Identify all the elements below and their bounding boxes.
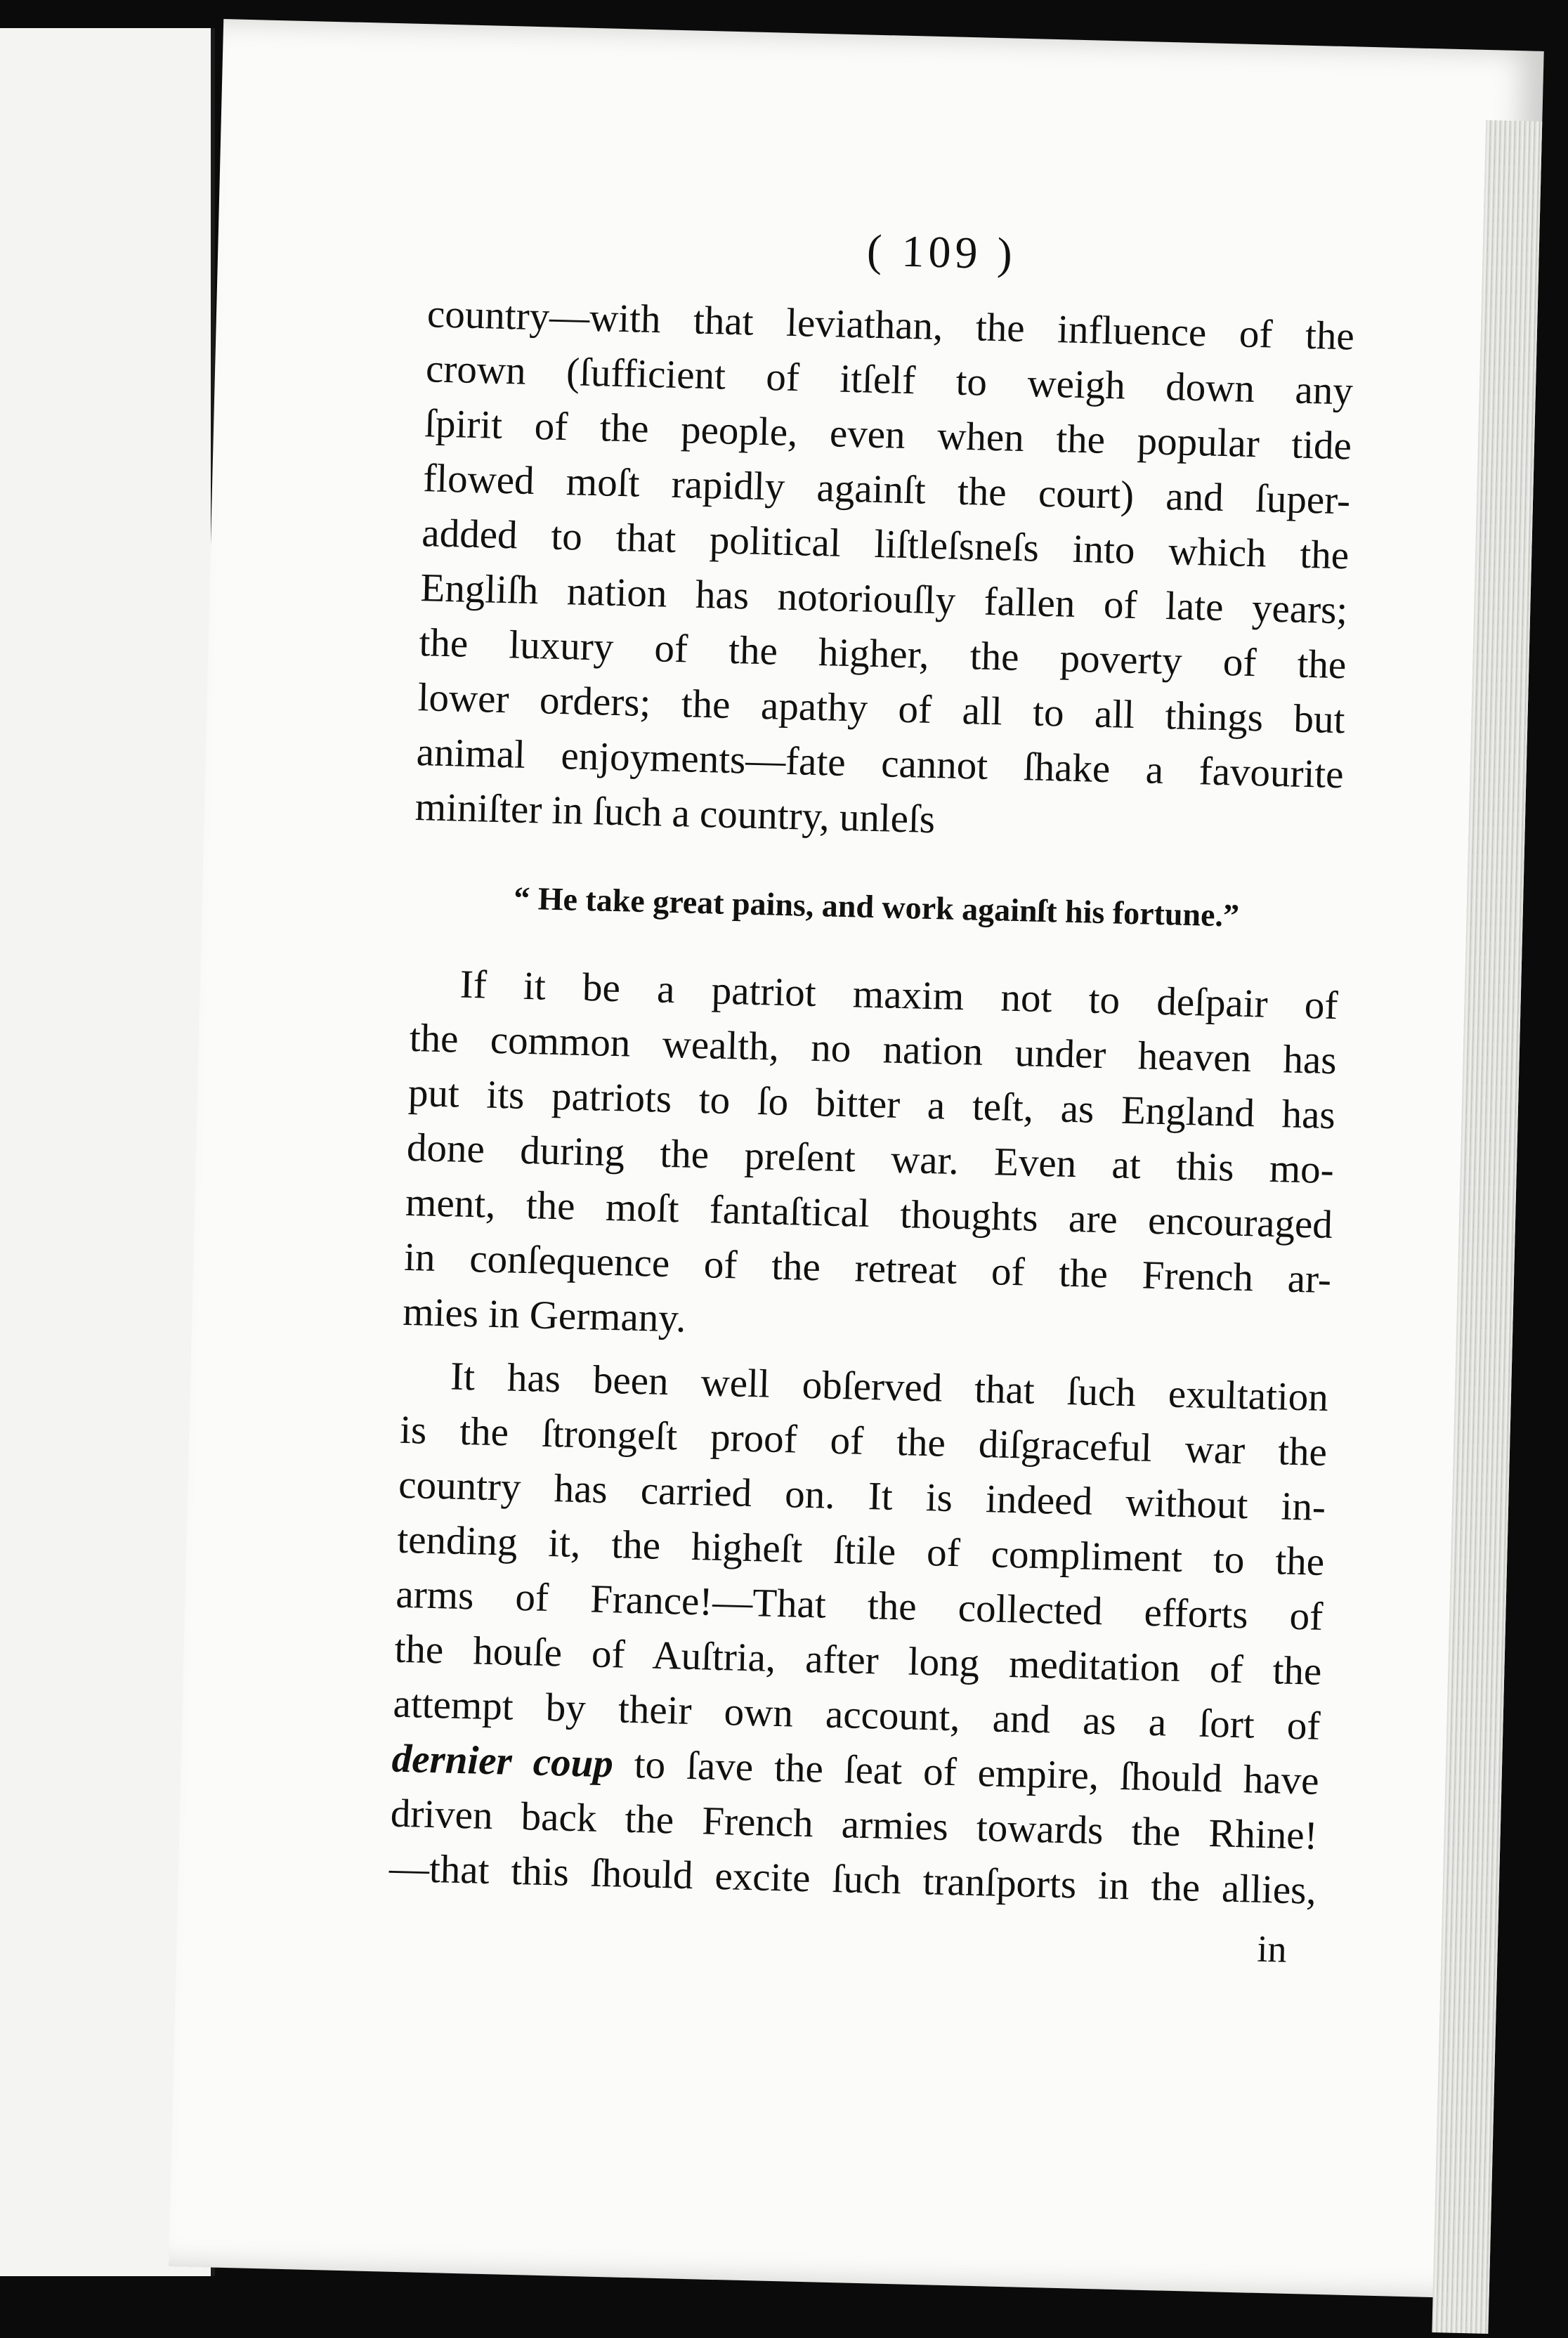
text-line: It has been well obſerved that ſuch exultation (450, 1354, 1329, 1421)
text-line-rest: to ſave the ſeat of empire, ſhould have (613, 1742, 1320, 1803)
block-quote: “ He take great pains, and work againſt his fortune.” (513, 880, 1240, 934)
text-line: tending it, the higheſt ſtile of compliment to the (396, 1517, 1325, 1584)
paragraph-patriot-maxim (402, 956, 1338, 1362)
italic-phrase: dernier coup (391, 1736, 614, 1787)
text-line: mies in Germany. (402, 1289, 687, 1341)
text-line: —that this ſhould excite ſuch tranſports in the allies, (388, 1846, 1317, 1913)
text-line: ſpirit of the people, even when the popular tide (424, 401, 1352, 469)
text-line: lower orders; the apathy of all to all things but (417, 675, 1346, 743)
text-line: put its patriots to ſo bitter a teſt, as England has (407, 1070, 1336, 1138)
book-page (169, 19, 1544, 2299)
text-line: country—with that leviathan, the influence of the (426, 292, 1355, 359)
text-line: attempt by their own account, and as a ſort of (392, 1681, 1321, 1749)
paragraph-exultation (388, 1348, 1329, 1919)
text-line: the luxury of the higher, the poverty of the (418, 620, 1347, 688)
page-stack-edge (1432, 120, 1542, 2334)
text-line: added to that political liſtleſsneſs into which the (421, 511, 1350, 578)
text-line: Engliſh nation has notoriouſly fallen of late years; (419, 566, 1348, 633)
text-line: If it be a patriot maxim not to deſpair of (459, 962, 1339, 1028)
text-line: ment, the moſt fantaſtical thoughts are encouraged (405, 1180, 1333, 1248)
text-line: done during the preſent war. Even at this mo- (406, 1125, 1335, 1193)
text-line: the common wealth, no nation under heaven has (409, 1015, 1338, 1083)
text-line: miniſter in ſuch a country, unleſs (414, 785, 936, 842)
text-line: the houſe of Auſtria, after long meditation of the (393, 1626, 1323, 1694)
text-line: flowed moſt rapidly againſt the court) and ſuper- (422, 456, 1351, 523)
text-line: arms of France!—That the collected efforts of (395, 1572, 1324, 1639)
text-line: country has carried on. It is indeed without in- (398, 1462, 1326, 1529)
page-number: ( 109 ) (866, 225, 1017, 279)
text-line: in conſequence of the retreat of the French ar- (403, 1234, 1332, 1302)
opening-paragraph (414, 287, 1355, 857)
text-line: driven back the French armies towards the Rhine! (390, 1791, 1319, 1858)
text-line: crown (ſufficient of itſelf to weigh down any (425, 346, 1354, 414)
page-text (387, 214, 1357, 1972)
text-line: is the ſtrongeſt proof of the diſgraceful war the (399, 1407, 1328, 1475)
catchword: in (1256, 1927, 1288, 1971)
text-line: animal enjoyments—fate cannot ſhake a favourite (416, 730, 1345, 797)
